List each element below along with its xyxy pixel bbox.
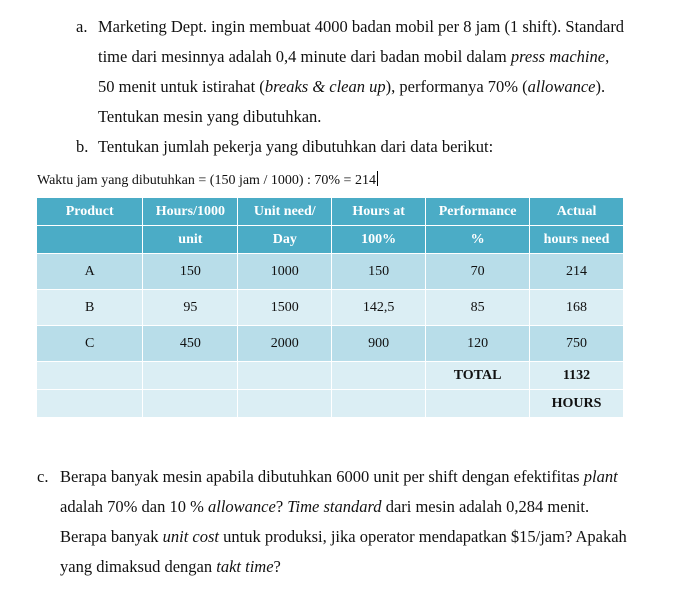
cell-empty [426,390,530,418]
question-a-line-3: 50 menit untuk istirahat (breaks & clean up), performanya 70% (allowance). [98,77,606,96]
question-c-line-3: Berapa banyak unit cost untuk produksi, jika operator mendapatkan $15/jam? Apakah [60,527,627,546]
header-day: Day [238,226,332,254]
question-a-marker: a. [76,17,88,36]
time-formula-note[interactable]: Waktu jam yang dibutuhkan = (150 jam / 1000) : 70% = 214 [37,173,376,188]
cell-empty [37,362,143,390]
cell-empty [143,390,238,418]
cell-hours-at-100: 150 [332,254,426,290]
cell-hours-at-100: 900 [332,326,426,362]
question-a-line-4: Tentukan mesin yang dibutuhkan. [98,107,322,126]
question-c-line-4: yang dimaksud dengan takt time? [60,557,281,576]
cell-product: A [37,254,143,290]
cell-product: B [37,290,143,326]
cell-empty [238,362,332,390]
header-unit-need: Unit need/ [238,198,332,226]
cell-unit-need: 1500 [238,290,332,326]
cell-performance: 85 [426,290,530,326]
header-performance: Performance [426,198,530,226]
cell-empty [332,390,426,418]
total-unit: HOURS [530,390,624,418]
header-100-percent: 100% [332,226,426,254]
cell-empty [143,362,238,390]
cell-performance: 120 [426,326,530,362]
cell-hours-at-100: 142,5 [332,290,426,326]
total-value: 1132 [530,362,624,390]
question-b-text: Tentukan jumlah pekerja yang dibutuhkan dari data berikut: [98,137,494,156]
cell-performance: 70 [426,254,530,290]
cell-empty [332,362,426,390]
table-row [37,326,624,362]
cell-actual-hours: 214 [530,254,624,290]
header-product-cont [37,226,143,254]
cell-hours-per-1000: 95 [143,290,238,326]
header-hours-need: hours need [530,226,624,254]
question-c-line-1: Berapa banyak mesin apabila dibutuhkan 6000 unit per shift dengan efektifitas plant [60,467,618,486]
header-unit: unit [143,226,238,254]
cell-hours-per-1000: 450 [143,326,238,362]
header-hours-per-1000: Hours/1000 [143,198,238,226]
header-actual: Actual [530,198,624,226]
header-percent: % [426,226,530,254]
cell-actual-hours: 750 [530,326,624,362]
text-cursor [377,171,378,186]
table-total-unit-row [37,390,624,418]
cell-unit-need: 2000 [238,326,332,362]
cell-actual-hours: 168 [530,290,624,326]
total-label: TOTAL [426,362,530,390]
question-a-line-2: time dari mesinnya adalah 0,4 minute dari badan mobil dalam press machine, [98,47,610,66]
header-product: Product [37,198,143,226]
table-row [37,254,624,290]
question-b-marker: b. [76,137,89,156]
cell-empty [238,390,332,418]
question-c-marker: c. [37,467,49,486]
table-row [37,290,624,326]
table-header-row [37,198,624,226]
cell-unit-need: 1000 [238,254,332,290]
question-c-line-2: adalah 70% dan 10 % allowance? Time standard dari mesin adalah 0,284 menit. [60,497,590,516]
header-hours-at: Hours at [332,198,426,226]
table-header-row-2 [37,226,624,254]
table-total-row [37,362,624,390]
cell-hours-per-1000: 150 [143,254,238,290]
cell-product: C [37,326,143,362]
question-a-line-1: Marketing Dept. ingin membuat 4000 badan mobil per 8 jam (1 shift). Standard [98,17,625,36]
cell-empty [37,390,143,418]
worker-requirement-table [37,198,624,418]
